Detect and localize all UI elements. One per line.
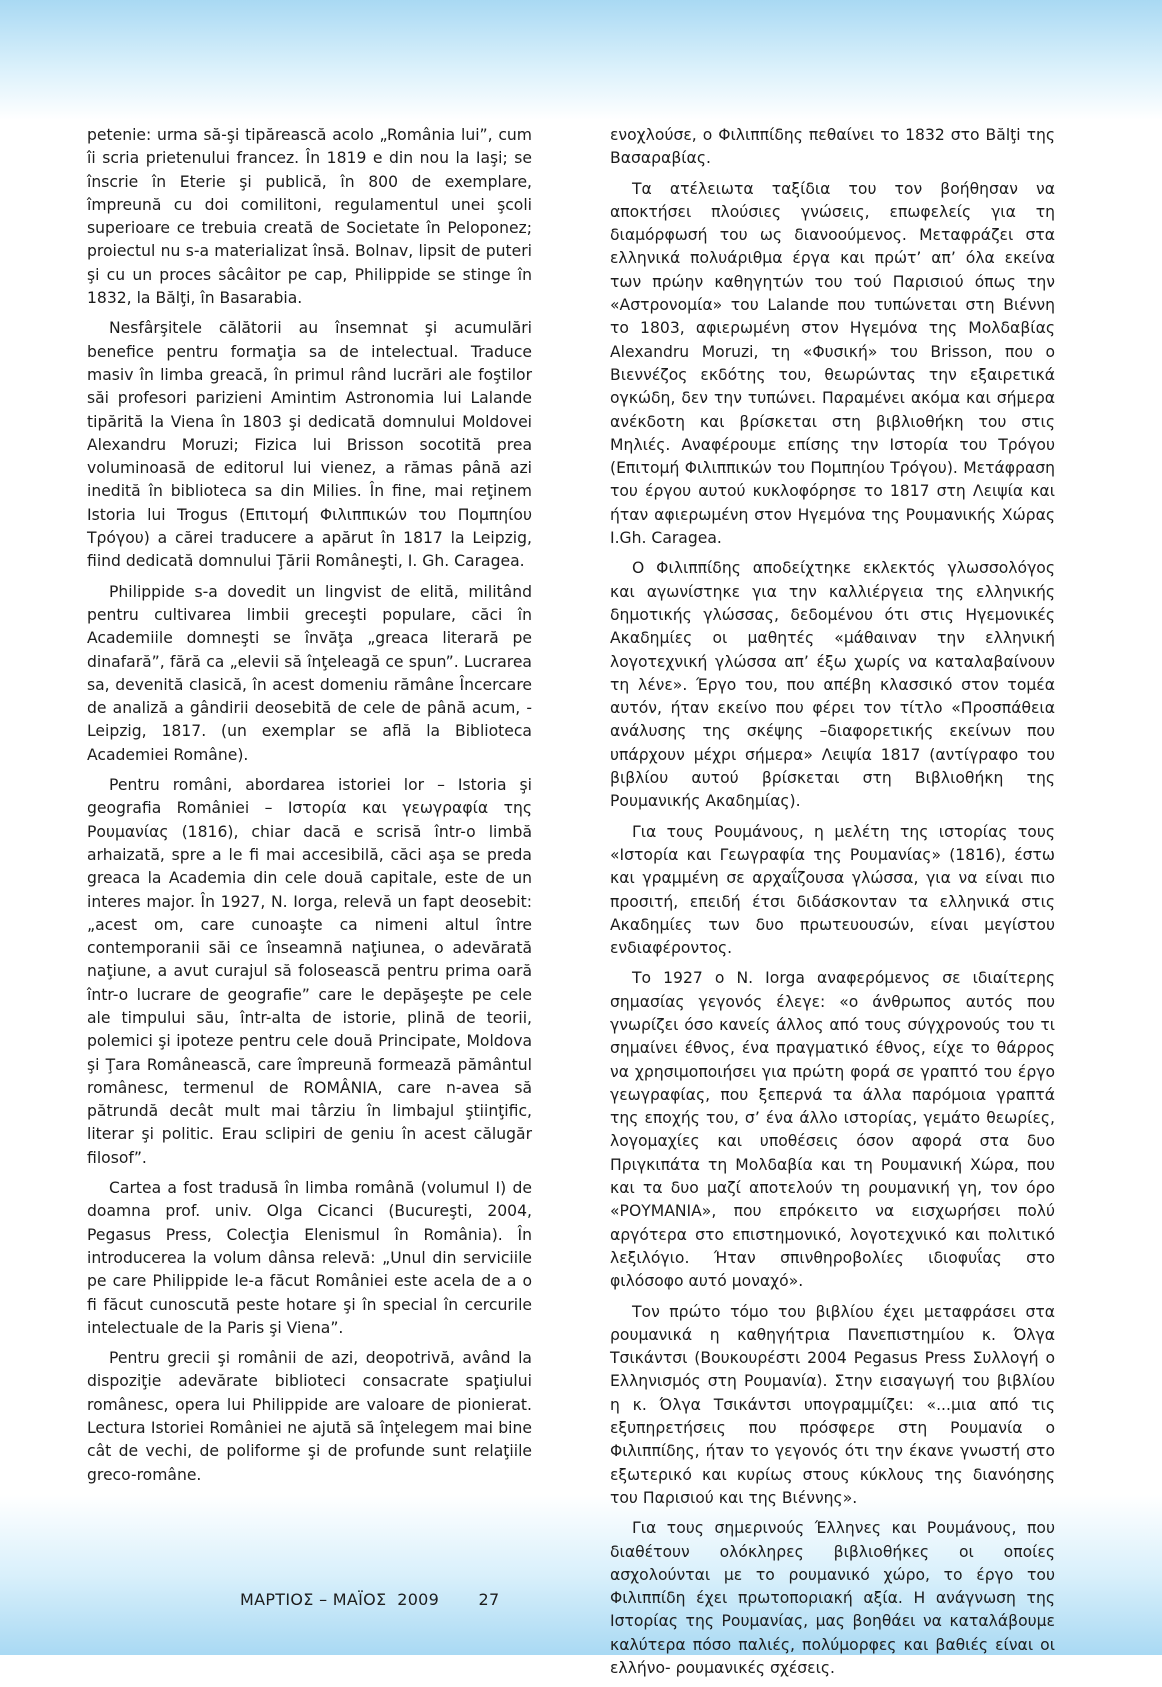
- left-column: [87, 124, 532, 1494]
- page-footer: [240, 1590, 500, 1609]
- paragraph: Το 1927 ο N. Iorga αναφερόμενος σε ιδιαίτερης σημασίας γεγονός έλεγε: «ο άνθρωπος αυτός που γνωρίζει όσο κανείς άλλος από τους σύγχρονούς του τι σημαίνει έθνος, ένα πραγματικό έθνος, είχε το θάρρος να χρησιμοποιήσει για πρώτη φορά σε γραπτό του έργο γεωγραφίας, που ξεπερνά τα άλλα παρόμοια γραπτά της εποχής του, σ’ ένα άλλο ιστορίας, γεμάτο θεωρίες, λογομαχίες και υποθέσεις όσον αφορά στα δυο Πριγκιπάτα τη Μολδαβία και τη Ρουμανική Χώρα, που και τα δυο μαζί αποτελούν τη ρουμανική γη, τον όρο «ΡΟΥΜΑΝΙΑ», που επρόκειτο να εισχωρήσει πολύ αργότερα στο επιστημονικό, λογοτεχνικό και πολιτικό λεξιλόγιο. Ήταν σπινθηροβολίες ιδιοφυΐας στο φιλόσοφο αυτό μοναχό».: [610, 969, 1055, 1291]
- paragraph: Nesfârşitele călătorii au însemnat şi acumulări benefice pentru formaţia sa de intelectual. Traduce masiv în limba greacă, în primul rând lucrări ale foştilor săi profesori parizieni Amintim Astronomia lui Lalande tipărită la Viena în 1803 şi dedicată domnului Moldovei Alexandru Moruzi; Fizica lui Brisson socotită prea voluminoasă de editorul lui vienez, a rămas până azi inedită în biblioteca sa din Milies. În fine, mai reţinem Istoria lui Trogus (Επιτομή Φιλιππικών του Πομπηίου Τρόγου) a cărei traducere a apărut în 1817 la Leipzig, fiind dedicată domnului Ţării Româneşti, I. Gh. Caragea.: [87, 319, 532, 571]
- paragraph: Για τους Ρουμάνους, η μελέτη της ιστορίας τους «Ιστορία και Γεωγραφία της Ρουμανίας» (1816), έστω και γραμμένη σε αρχαΐζουσα γλώσσα, για να είναι πιο προσιτή, επειδή έτσι διδάσκονταν τα ελληνικά στις Ακαδημίες των δυο πρωτευουσών, είναι μεγίστου ενδιαφέροντος.: [610, 822, 1055, 958]
- issue-label: ΜΑΡΤΙΟΣ – ΜΑΪΟΣ 2009: [240, 1590, 440, 1609]
- paragraph: petenie: urma să-şi tipărească acolo „România lui”, cum îi scria prietenului francez. În 1819 e din nou la Iaşi; se înscrie în Eterie şi publică, în 800 de exemplare, împreună cu doi comilitoni, regulamentul unei şcoli superioare ce trebuia creată de Societate în Peloponez; proiectul nu s-a materializat însă. Bolnav, lipsit de puteri şi cu un proces sâcâitor pe cap, Philippide se stinge în 1832, la Bălţi, în Basarabia.: [87, 126, 532, 308]
- paragraph: Τον πρώτο τόμο του βιβλίου έχει μεταφράσει στα ρουμανικά η καθηγήτρια Πανεπιστημίου κ. Όλγα Τσικάντσι (Βουκουρέστι 2004 Pegasus Press Συλλογή ο Ελληνισμός στη Ρουμανία). Στην εισαγωγή του βιβλίου η κ. Όλγα Τσικάντσι υπογραμμίζει: «...μια από τις εξυπηρετήσεις που πρόσφερε στη Ρουμανία ο Φιλιππίδης, ήταν το γεγονός ότι την έκανε γνωστή στο εξωτερικό και κυρίως στους κύκλους της διανόησης του Παρισιού και της Βιέννης».: [610, 1302, 1055, 1507]
- page-number: 27: [478, 1590, 500, 1609]
- paragraph: Ο Φιλιππίδης αποδείχτηκε εκλεκτός γλωσσολόγος και αγωνίστηκε για την καλλιέργεια της ελληνικής δημοτικής γλώσσας, δεδομένου ότι στις Ηγεμονικές Ακαδημίες οι μαθητές «μάθαιναν την ελληνική λογοτεχνική γλώσσα απ’ έξω χωρίς να καταλαβαίνουν τη λένε». Έργο του, που απέβη κλασσικό στον τομέα αυτόν, ήταν εκείνο που φέρει τον τίτλο «Προσπάθεια ανάλυσης της σκέψης –διαφορετικής εκείνων που υπάρχουν μέχρι σήμερα» Λειψία 1817 (αντίγραφο του βιβλίου αυτού βρίσκεται στη Βιβλιοθήκη της Ρουμανικής Ακαδημίας).: [610, 559, 1055, 811]
- paragraph: ενοχλούσε, ο Φιλιππίδης πεθαίνει το 1832 στο Bălţi της Βασαραβίας.: [610, 126, 1055, 168]
- paragraph: Cartea a fost tradusă în limba română (volumul I) de doamna prof. univ. Olga Cicanci (Bucureşti, 2004, Pegasus Press, Colecţia Elenismul în România). În introducerea la volum dânsa relevă: „Unul din serviciile pe care Philippide le-a făcut României este acela de a o fi făcut cunoscută peste hotare şi în special în cercurile intelectuale de la Paris şi Viena”.: [87, 1179, 532, 1337]
- paragraph: Για τους σημερινούς Έλληνες και Ρουμάνους, που διαθέτουν ολόκληρες βιβλιοθήκες οι οποίες ασχολούνται με το ρουμανικό χώρο, το έργο του Φιλιππίδη έχει πρωτοποριακή αξία. Η ανάγνωση της Ιστορίας της Ρουμανίας, μας βοηθάει να καταλάβουμε καλύτερα πόσο παλιές, πολύμορφες και βαθιές είναι οι ελλήνο- ρουμανικές σχέσεις.: [610, 1519, 1055, 1677]
- right-column: [610, 124, 1055, 1687]
- top-gradient-band: [0, 0, 1162, 120]
- paragraph: Pentru grecii şi românii de azi, deopotrivă, având la dispoziţie adevărate biblioteci consacrate spaţiului românesc, opera lui Philippide are valoare de pionierat. Lectura Istoriei României ne ajută să înţelegem mai bine cât de vechi, de poliforme şi de profunde sunt relaţiile greco-române.: [87, 1349, 532, 1484]
- paragraph: Pentru români, abordarea istoriei lor – Istoria şi geografia României – Ιστορία και γεωγραφία της Ρουμανίας (1816), chiar dacă e scrisă într-o limbă arhaizată, spre a le fi mai accesibilă, căci aşa se preda greaca la Academia din cele două capitale, este de un interes major. În 1927, N. Iorga, relevă un fapt deosebit: „acest om, care cunoaşte ca nimeni altul între contemporanii săi ce înseamnă naţiunea, o adevărată naţiune, a avut curajul să folosească pentru prima oară într-o lucrare de geografie” care le depăşeşte pe cele ale timpului său, într-alta de istorie, plină de teorii, polemici şi ipoteze pentru cele două Principate, Moldova şi Ţara Românească, care împreună formează pământul românesc, termenul de ROMÂNIA, care n-avea să pătrundă decât mult mai târziu în limbajul ştiinţific, literar şi politic. Erau sclipiri de geniu în acest călugăr filosof”.: [87, 776, 532, 1167]
- paragraph: Philippide s-a dovedit un lingvist de elită, militând pentru cultivarea limbii greceşti populare, căci în Academiile domneşti se învăţa „greaca literară pe dinafară”, fără ca „elevii să înţeleagă ce spun”. Lucrarea sa, devenită clasică, în acest domeniu rămâne Încercare de analiză a gândirii deosebită de cele de până acum, - Leipzig, 1817. (un exemplar se află la Biblioteca Academiei Române).: [87, 582, 532, 764]
- paragraph: Τα ατέλειωτα ταξίδια του τον βοήθησαν να αποκτήσει πλούσιες γνώσεις, επωφελείς για τη διαμόρφωσή του ως διανοούμενος. Μεταφράζει στα ελληνικά πολυάριθμα έργα και πρώτ’ απ’ όλα εκείνα των πρώην καθηγητών του τού Παρισιού όπως την «Αστρονομία» του Lalande που τυπώνεται στη Βιέννη το 1803, αφιερωμένη στον Ηγεμόνα της Μολδαβίας Alexandru Moruzi, τη «Φυσική» του Brisson, που ο Βιεννέζος εκδότης του, θεωρώντας την εξαιρετικά ογκώδη, δεν την τυπώνει. Παραμένει ακόμα και σήμερα ανέκδοτη και βρίσκεται στη βιβλιοθήκη του στις Μηλιές. Αναφέρουμε επίσης την Ιστορία του Τρόγου (Επιτομή Φιλιππικών του Πομπηίου Τρόγου). Μετάφραση του έργου αυτού κυκλοφόρησε το 1817 στη Λειψία και ήταν αφιερωμένη στον Ηγεμόνα της Ρουμανικής Χώρας I.Gh. Caragea.: [610, 179, 1055, 548]
